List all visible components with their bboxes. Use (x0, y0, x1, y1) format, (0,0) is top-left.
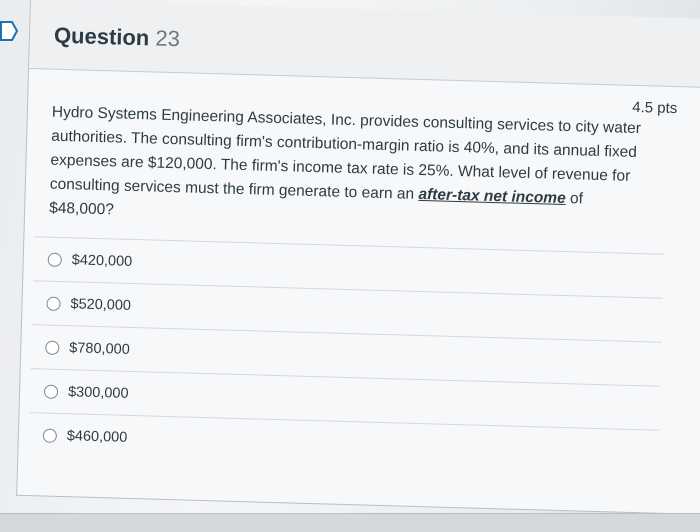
answer-label: $460,000 (66, 427, 128, 446)
question-title (54, 23, 181, 53)
radio-unselected-icon[interactable] (44, 384, 58, 398)
question-text-part1: Hydro Systems Engineering Associates, Inc. provides consulting services to city water authorities. The consulting firm's contribution-margin ratio is 40%, and its annual fixed expenses are $120,000. The firm's income tax rate is 25%. What level of revenue for consulting services must the firm generate to earn an (49, 103, 642, 203)
question-card (16, 0, 700, 515)
answer-label: $300,000 (67, 383, 129, 402)
answer-list (28, 236, 664, 474)
question-text (49, 101, 652, 238)
question-title-label: Question (53, 22, 150, 51)
radio-unselected-icon[interactable] (45, 340, 59, 354)
question-text-emphasis: after-tax net income (418, 185, 566, 208)
next-card-edge (0, 513, 700, 532)
radio-unselected-icon[interactable] (48, 252, 62, 266)
answer-label: $520,000 (70, 295, 132, 314)
points-label: 4.5 pts (631, 98, 678, 118)
answer-label: $780,000 (69, 339, 130, 358)
question-number: 23 (155, 25, 181, 52)
question-text-part2: of $48,000? (48, 190, 584, 219)
answer-label: $420,000 (71, 251, 133, 270)
radio-unselected-icon[interactable] (43, 428, 57, 442)
radio-unselected-icon[interactable] (46, 296, 60, 310)
flag-outline-icon[interactable] (0, 20, 18, 42)
